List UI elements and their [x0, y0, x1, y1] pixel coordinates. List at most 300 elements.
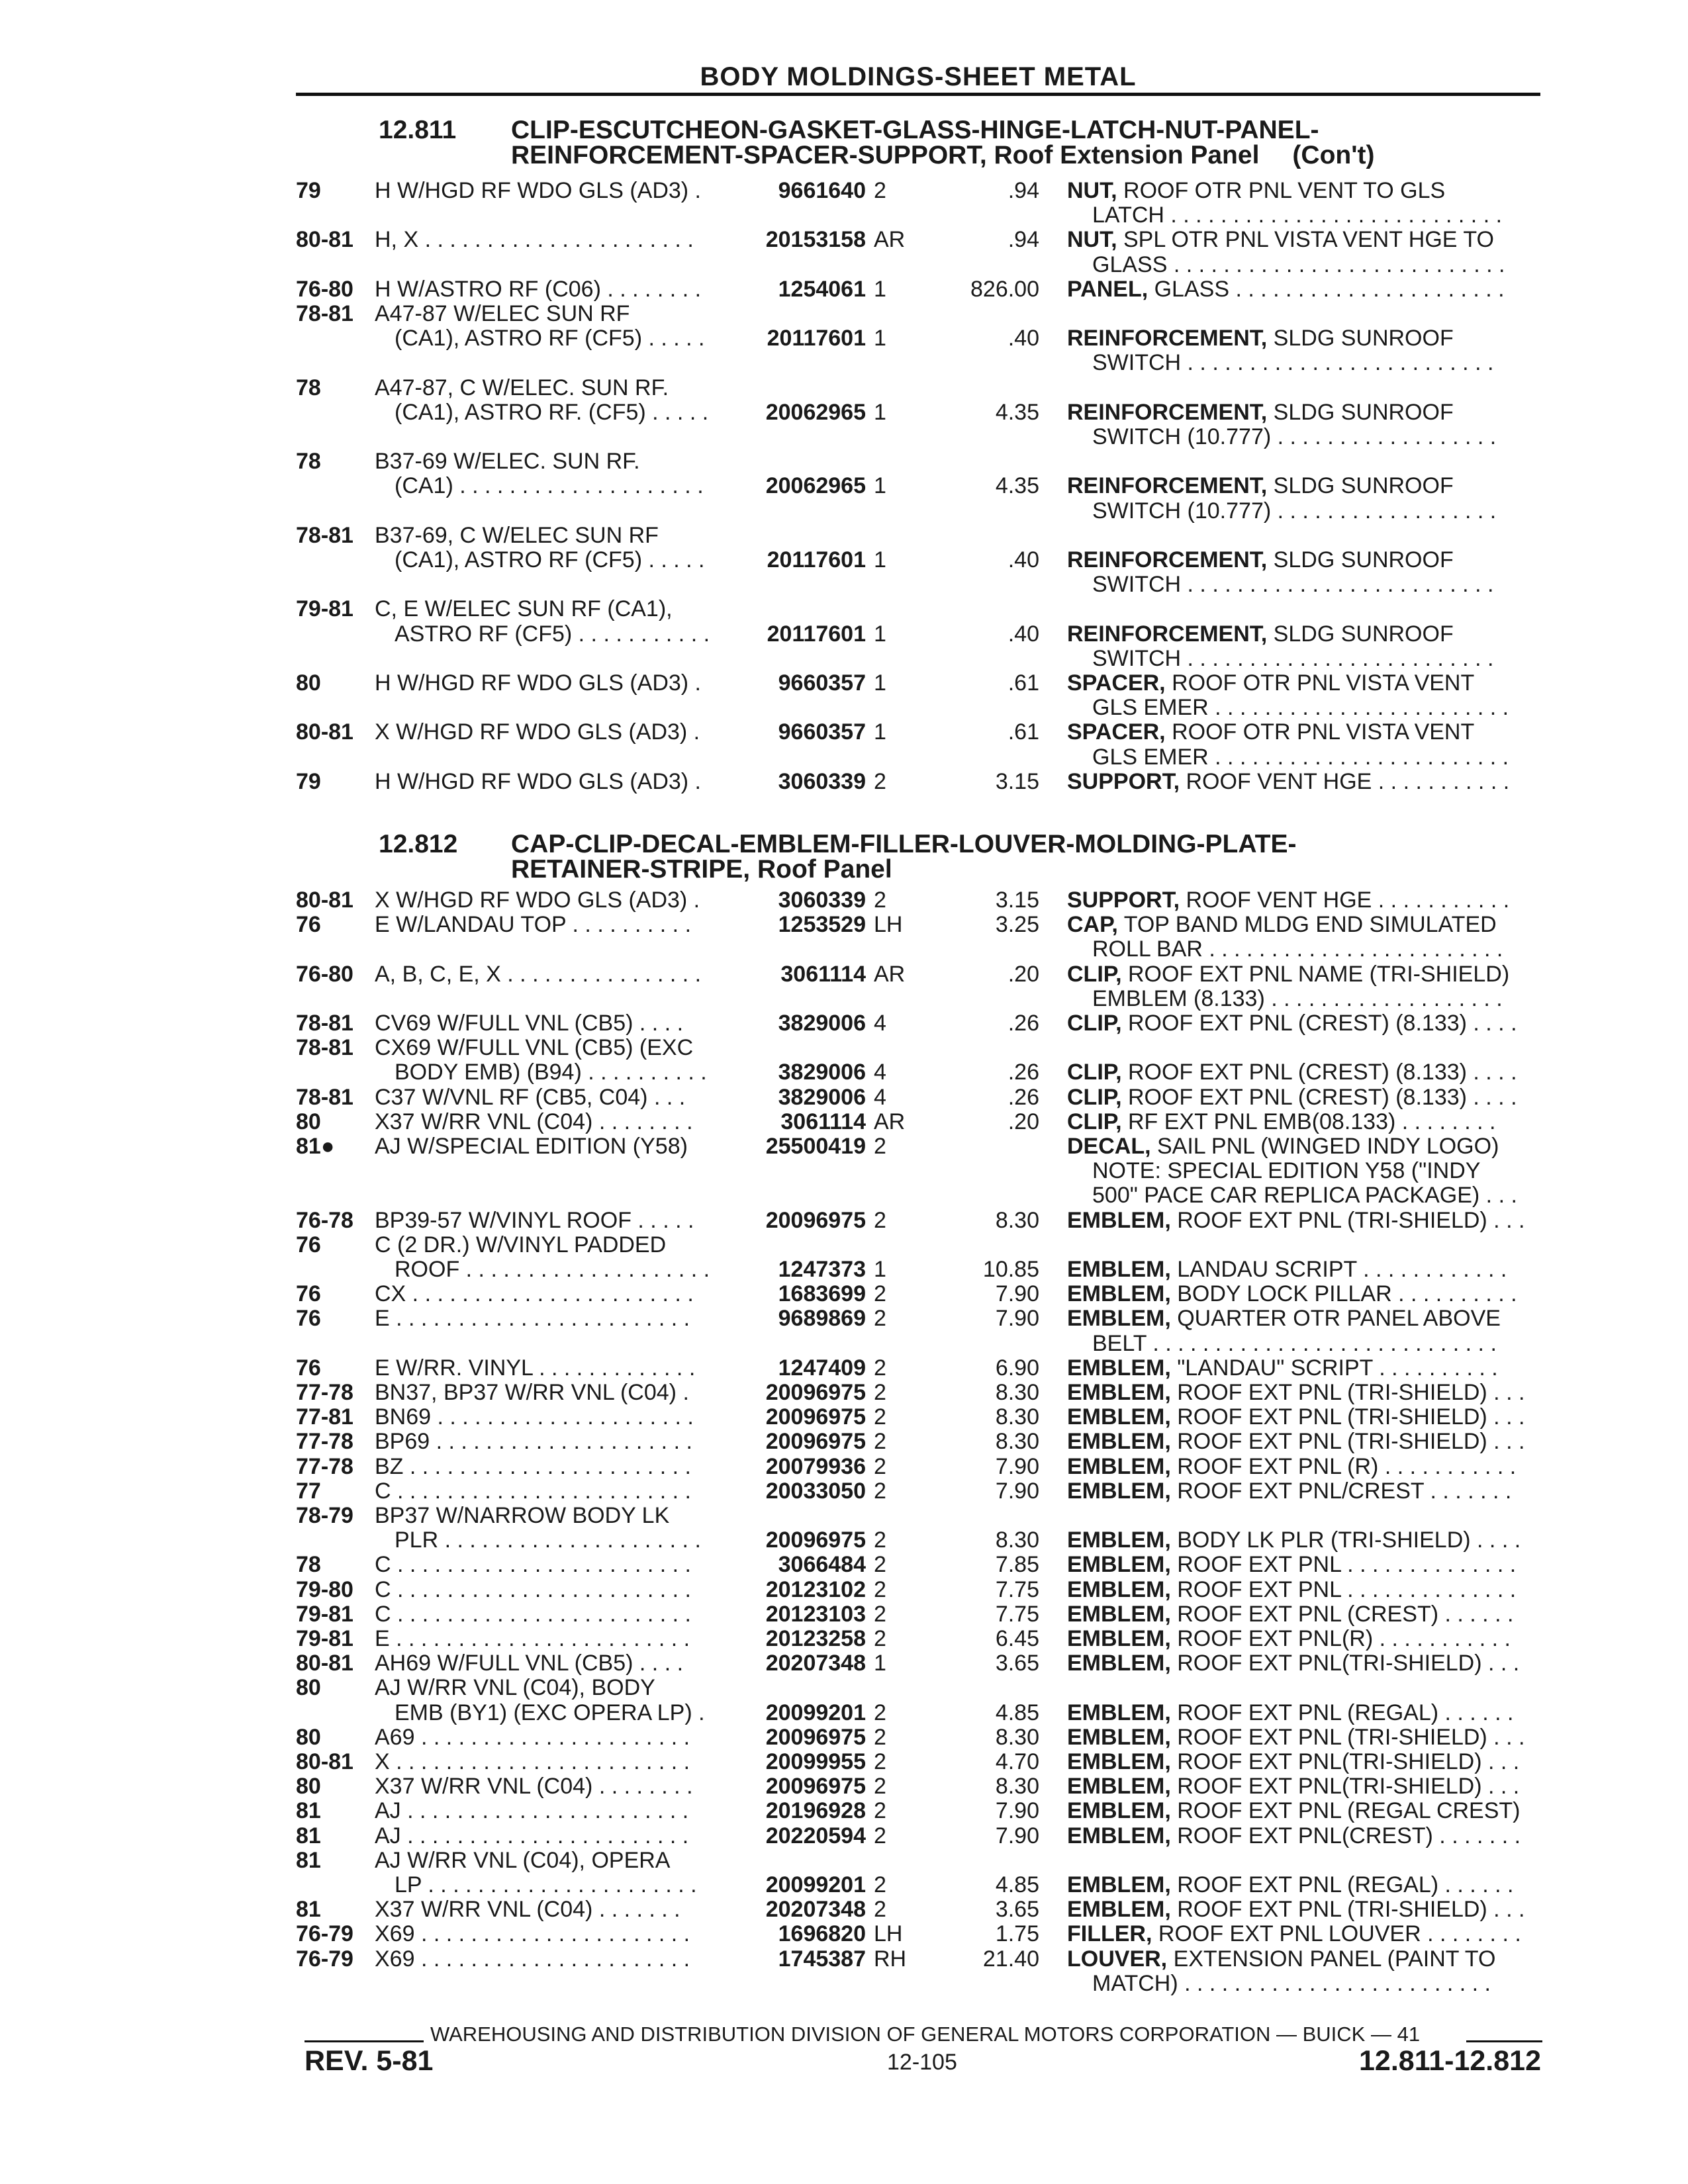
list-price: .94 [1008, 227, 1039, 253]
quantity: 2 [874, 178, 886, 203]
quantity: LH [874, 1921, 903, 1947]
part-name: REINFORCEMENT, [1067, 474, 1268, 499]
part-description [1067, 1528, 1540, 1553]
section-title-12811 [379, 118, 1374, 168]
part-name: EMBLEM, [1067, 1873, 1171, 1897]
quantity: 1 [874, 1257, 886, 1282]
part-number: 20096975 [765, 1724, 866, 1750]
part-number: 9660357 [778, 670, 866, 696]
application: CX69 W/FULL VNL (CB5) (EXC [375, 1036, 694, 1061]
part-detail: SPL OTR PNL VISTA VENT HGE TO [1117, 228, 1494, 253]
part-number: 20153158 [765, 227, 866, 253]
continued-label: (Con't) [1292, 141, 1375, 169]
part-number: 3066484 [778, 1552, 866, 1578]
quantity: 2 [874, 1429, 886, 1455]
list-price: 7.90 [995, 1823, 1039, 1848]
part-number: 1254061 [778, 276, 866, 302]
part-detail: ROOF EXT PNL(R) . . . . . . . . . . . [1170, 1627, 1511, 1651]
application: H W/HGD RF WDO GLS (AD3) . [375, 671, 701, 696]
section-title-line1: CAP-CLIP-DECAL-EMBLEM-FILLER-LOUVER-MOLDING-PLATE- [511, 830, 1297, 858]
application: E . . . . . . . . . . . . . . . . . . . . . . . . [375, 1306, 690, 1332]
list-price: 3.65 [995, 1651, 1039, 1676]
part-detail: EXTENSION PANEL (PAINT TO [1167, 1946, 1496, 1972]
part-description [1067, 474, 1540, 498]
application: B37-69, C W/ELEC SUN RF [375, 523, 659, 548]
part-detail: ROOF EXT PNL (CREST) (8.133) . . . . [1121, 1085, 1517, 1110]
application: CX . . . . . . . . . . . . . . . . . . . . . . . [375, 1282, 694, 1307]
part-number: 20096975 [765, 1429, 866, 1455]
application-continued: ROOF . . . . . . . . . . . . . . . . . . . . [395, 1257, 710, 1282]
part-description-continued: LATCH . . . . . . . . . . . . . . . . . . . . . . . . . . . [1092, 203, 1503, 228]
application: AJ . . . . . . . . . . . . . . . . . . . . . . . [375, 1823, 689, 1848]
list-price: 8.30 [995, 1724, 1039, 1750]
part-description [1067, 1405, 1540, 1430]
list-price: 8.30 [995, 1429, 1039, 1455]
part-description [1067, 1824, 1540, 1848]
part-number: 20033050 [765, 1478, 866, 1504]
list-price: .61 [1008, 670, 1039, 696]
part-detail: QUARTER OTR PANEL ABOVE [1170, 1306, 1501, 1332]
quantity: 2 [874, 1527, 886, 1553]
part-detail: ROOF EXT PNL (REGAL) . . . . . . [1170, 1873, 1514, 1897]
part-description [1067, 179, 1540, 203]
application: H, X . . . . . . . . . . . . . . . . . . . . . . [375, 228, 694, 253]
application: BN69 . . . . . . . . . . . . . . . . . . . . . [375, 1405, 694, 1430]
quantity: 2 [874, 1774, 886, 1799]
list-price: 3.25 [995, 912, 1039, 938]
part-name: EMBLEM, [1067, 1479, 1171, 1504]
model-year: 76-80 [296, 961, 353, 987]
part-number: 1745387 [778, 1946, 866, 1972]
list-price: 8.30 [995, 1207, 1039, 1233]
part-name: EMBLEM, [1067, 1454, 1171, 1479]
part-number: 9661640 [778, 178, 866, 203]
quantity: 2 [874, 1798, 886, 1824]
part-number: 1253529 [778, 912, 866, 938]
part-name: EMBLEM, [1067, 1577, 1171, 1602]
part-number: 20123102 [765, 1576, 866, 1602]
application: X W/HGD RF WDO GLS (AD3) . [375, 720, 700, 745]
part-name: CLIP, [1067, 1060, 1122, 1085]
model-year: 78 [296, 449, 321, 475]
part-number: 20196928 [765, 1798, 866, 1824]
part-description [1067, 1208, 1540, 1233]
part-name: EMBLEM, [1067, 1627, 1171, 1651]
quantity: 1 [874, 670, 886, 696]
quantity: 2 [874, 1207, 886, 1233]
section-title-line2: REINFORCEMENT-SPACER-SUPPORT, [511, 141, 987, 169]
part-name: EMBLEM, [1067, 1725, 1171, 1750]
quantity: AR [874, 1109, 906, 1134]
part-description [1067, 962, 1540, 987]
model-year: 80-81 [296, 1651, 353, 1676]
application: BP39-57 W/VINYL ROOF . . . . . [375, 1208, 694, 1233]
part-number: 20096975 [765, 1380, 866, 1405]
application: AJ W/SPECIAL EDITION (Y58) [375, 1134, 688, 1159]
part-description [1067, 1430, 1540, 1454]
part-name: EMBLEM, [1067, 1700, 1171, 1725]
quantity: 2 [874, 768, 886, 794]
quantity: 1 [874, 719, 886, 745]
list-price: 6.90 [995, 1355, 1039, 1381]
application: X37 W/RR VNL (C04) . . . . . . . . [375, 1109, 693, 1134]
part-description [1067, 1897, 1540, 1922]
list-price: 7.90 [995, 1281, 1039, 1307]
part-number: 20123258 [765, 1626, 866, 1651]
part-detail: ROOF EXT PNL . . . . . . . . . . . . . . [1170, 1553, 1517, 1578]
list-price: 826.00 [970, 276, 1039, 302]
part-detail: SLDG SUNROOF [1267, 548, 1454, 572]
part-detail: ROOF EXT PNL (R) . . . . . . . . . . . [1170, 1454, 1517, 1479]
part-name: SUPPORT, [1067, 769, 1180, 794]
part-detail: ROOF EXT PNL(TRI-SHIELD) . . . [1170, 1651, 1520, 1676]
model-year: 80-81 [296, 887, 353, 913]
list-price: .40 [1008, 326, 1039, 351]
part-description [1067, 1257, 1540, 1282]
part-name: EMBLEM, [1067, 1823, 1171, 1848]
part-description [1067, 1110, 1540, 1134]
part-description [1067, 1553, 1540, 1577]
model-year: 80 [296, 1109, 321, 1134]
list-price: .26 [1008, 1011, 1039, 1036]
part-number: 9660357 [778, 719, 866, 745]
part-name: EMBLEM, [1067, 1430, 1171, 1455]
part-number: 20207348 [765, 1651, 866, 1676]
model-year: 80-81 [296, 719, 353, 745]
part-detail: ROOF EXT PNL (REGAL CREST) [1170, 1799, 1521, 1824]
part-number: 20099201 [765, 1872, 866, 1897]
part-detail: SLDG SUNROOF [1267, 621, 1454, 647]
application: H W/ASTRO RF (C06) . . . . . . . . [375, 277, 702, 302]
list-price: .20 [1008, 961, 1039, 987]
part-name: EMBLEM, [1067, 1799, 1171, 1824]
part-description [1067, 228, 1540, 252]
part-detail: ROOF EXT PNL (TRI-SHIELD) . . . [1170, 1405, 1525, 1430]
list-price: 4.35 [995, 399, 1039, 425]
part-number: 25500419 [765, 1134, 866, 1159]
section-number: 12.811 [379, 116, 457, 144]
part-name: CLIP, [1067, 1085, 1122, 1110]
part-description [1067, 1701, 1540, 1725]
part-description [1067, 1381, 1540, 1405]
part-number: 1247409 [778, 1355, 866, 1381]
part-description [1067, 400, 1540, 425]
application: CV69 W/FULL VNL (CB5) . . . . [375, 1011, 684, 1036]
part-number: 20096975 [765, 1207, 866, 1233]
application: C, E W/ELEC SUN RF (CA1), [375, 597, 673, 622]
header-rule [296, 93, 1540, 96]
list-price: 7.90 [995, 1453, 1039, 1479]
application: BN37, BP37 W/RR VNL (C04) . [375, 1381, 689, 1405]
part-detail: ROOF OTR PNL VISTA VENT [1165, 720, 1475, 745]
model-year: 81 [296, 1897, 321, 1923]
model-year: 76 [296, 1355, 321, 1381]
model-year: 80-81 [296, 227, 353, 253]
part-detail: ROOF EXT PNL(TRI-SHIELD) . . . [1170, 1750, 1520, 1774]
list-price: 7.90 [995, 1798, 1039, 1824]
list-price: .40 [1008, 547, 1039, 572]
part-detail: ROOF EXT PNL (TRI-SHIELD) . . . [1170, 1897, 1525, 1923]
model-year: 77-78 [296, 1453, 353, 1479]
part-description-continued: SWITCH (10.777) . . . . . . . . . . . . . . . . . . [1092, 498, 1497, 523]
part-description [1067, 326, 1540, 351]
part-name: EMBLEM, [1067, 1257, 1171, 1282]
quantity: 2 [874, 1453, 886, 1479]
model-year: 79 [296, 768, 321, 794]
part-name: EMBLEM, [1067, 1553, 1171, 1578]
model-year: 78-81 [296, 1011, 353, 1036]
list-price: .40 [1008, 621, 1039, 647]
part-name: EMBLEM, [1067, 1282, 1171, 1307]
model-year: 79-81 [296, 1601, 353, 1627]
list-price: 3.15 [995, 768, 1039, 794]
part-number: 20117601 [767, 621, 866, 647]
quantity: 2 [874, 1355, 886, 1381]
list-price: 8.30 [995, 1404, 1039, 1430]
part-name: SPACER, [1067, 720, 1166, 745]
application: A69 . . . . . . . . . . . . . . . . . . . . . . [375, 1725, 690, 1750]
part-detail: ROOF VENT HGE . . . . . . . . . . . [1180, 769, 1510, 794]
quantity: 2 [874, 1724, 886, 1750]
quantity: 2 [874, 1306, 886, 1332]
part-detail: ROOF OTR PNL VISTA VENT [1165, 671, 1475, 696]
list-price: 4.70 [995, 1749, 1039, 1774]
part-description-continued: SWITCH . . . . . . . . . . . . . . . . . . . . . . . . . [1092, 572, 1494, 598]
model-year: 80 [296, 1724, 321, 1750]
quantity: 2 [874, 1478, 886, 1504]
model-year: 76-80 [296, 276, 353, 302]
model-year: 80 [296, 1675, 321, 1701]
quantity: 1 [874, 621, 886, 647]
quantity: 2 [874, 1552, 886, 1578]
application: X W/HGD RF WDO GLS (AD3) . [375, 888, 700, 913]
model-year: 81 [296, 1798, 321, 1824]
model-year: 81 [296, 1847, 321, 1873]
quantity: RH [874, 1946, 907, 1972]
application: C . . . . . . . . . . . . . . . . . . . . . . . . [375, 1577, 691, 1602]
application-continued: BODY EMB) (B94) . . . . . . . . . . [395, 1060, 707, 1085]
application: AH69 W/FULL VNL (CB5) . . . . [375, 1651, 684, 1676]
model-year: 78-81 [296, 1035, 353, 1061]
part-description [1067, 720, 1540, 745]
part-description [1067, 671, 1540, 696]
part-number: 3061114 [780, 961, 866, 987]
part-detail: ROOF EXT PNL (CREST) (8.133) . . . . [1121, 1060, 1517, 1085]
part-number: 3829006 [778, 1084, 866, 1110]
list-price: 21.40 [982, 1946, 1039, 1972]
quantity: 2 [874, 1601, 886, 1627]
part-number: 3829006 [778, 1060, 866, 1085]
application: C . . . . . . . . . . . . . . . . . . . . . . . . [375, 1602, 691, 1627]
part-name: REINFORCEMENT, [1067, 621, 1268, 647]
part-description [1067, 1479, 1540, 1504]
list-price: 3.65 [995, 1897, 1039, 1923]
list-price: 7.75 [995, 1601, 1039, 1627]
part-name: CLIP, [1067, 1011, 1122, 1036]
model-year: 77 [296, 1478, 321, 1504]
part-description-continued: GLS EMER . . . . . . . . . . . . . . . . . . . . . . . . [1092, 696, 1509, 721]
part-name: SPACER, [1067, 671, 1166, 696]
part-number: 3060339 [778, 887, 866, 913]
quantity: 4 [874, 1060, 886, 1085]
part-detail: "LANDAU" SCRIPT . . . . . . . . . . [1170, 1355, 1498, 1381]
footer-revision: REV. 5-81 [305, 2045, 434, 2077]
part-number: 20207348 [765, 1897, 866, 1923]
part-name: FILLER, [1067, 1922, 1152, 1947]
part-number: 20099201 [765, 1700, 866, 1725]
section-title-line2: RETAINER-STRIPE, [511, 855, 751, 884]
part-number: 20062965 [765, 473, 866, 499]
footer-page-number: 12-105 [887, 2050, 957, 2075]
part-number: 20062965 [765, 399, 866, 425]
part-description-continued: SWITCH (10.777) . . . . . . . . . . . . . . . . . . [1092, 424, 1497, 449]
part-description-continued: 500" PACE CAR REPLICA PACKAGE) . . . [1092, 1183, 1517, 1208]
part-name: EMBLEM, [1067, 1651, 1171, 1676]
quantity: 2 [874, 1380, 886, 1405]
model-year: 76-78 [296, 1207, 353, 1233]
part-description-continued: BELT . . . . . . . . . . . . . . . . . . . . . . . . . . . . [1092, 1331, 1497, 1356]
model-year: 76-79 [296, 1946, 353, 1972]
application: C37 W/VNL RF (CB5, C04) . . . [375, 1085, 686, 1110]
part-description [1067, 1799, 1540, 1823]
part-name: CLIP, [1067, 962, 1122, 987]
part-description-continued: ROLL BAR . . . . . . . . . . . . . . . . . . . . . . . . [1092, 937, 1503, 962]
quantity: 2 [874, 1404, 886, 1430]
part-name: NUT, [1067, 228, 1117, 253]
part-description [1067, 622, 1540, 647]
page-header: BODY MOLDINGS-SHEET METAL [700, 62, 1137, 91]
model-year: 78-79 [296, 1503, 353, 1528]
application-continued: (CA1), ASTRO RF (CF5) . . . . . [395, 326, 705, 351]
model-year: 78-81 [296, 1084, 353, 1110]
part-description-continued: EMBLEM (8.133) . . . . . . . . . . . . . . . . . . . [1092, 986, 1503, 1011]
part-name: EMBLEM, [1067, 1355, 1171, 1381]
list-price: 1.75 [995, 1921, 1039, 1947]
part-detail: ROOF EXT PNL (CREST) (8.133) . . . . [1121, 1011, 1517, 1036]
part-name: REINFORCEMENT, [1067, 400, 1268, 425]
part-description [1067, 1651, 1540, 1676]
part-detail: SLDG SUNROOF [1267, 326, 1454, 351]
part-description [1067, 1011, 1540, 1036]
list-price: 10.85 [982, 1257, 1039, 1282]
part-detail: SLDG SUNROOF [1267, 400, 1454, 425]
part-number: 20123103 [765, 1601, 866, 1627]
application: C (2 DR.) W/VINYL PADDED [375, 1232, 667, 1257]
quantity: 4 [874, 1084, 886, 1110]
model-year: 76 [296, 1306, 321, 1332]
application-continued: (CA1), ASTRO RF. (CF5) . . . . . [395, 400, 709, 425]
model-year: 81● [296, 1134, 335, 1159]
part-description [1067, 1085, 1540, 1110]
part-description [1067, 548, 1540, 572]
application: X69 . . . . . . . . . . . . . . . . . . . . . . [375, 1946, 690, 1972]
application: X . . . . . . . . . . . . . . . . . . . . . . . . [375, 1750, 690, 1774]
application: E W/LANDAU TOP . . . . . . . . . . [375, 913, 692, 938]
part-detail: GLASS . . . . . . . . . . . . . . . . . . . . . . [1148, 277, 1505, 302]
quantity: 1 [874, 399, 886, 425]
part-name: EMBLEM, [1067, 1405, 1171, 1430]
model-year: 80 [296, 670, 321, 696]
quantity: 1 [874, 473, 886, 499]
part-number: 20096975 [765, 1527, 866, 1553]
model-year: 78 [296, 375, 321, 400]
application: AJ W/RR VNL (C04), OPERA [375, 1848, 671, 1873]
part-description-continued: SWITCH . . . . . . . . . . . . . . . . . . . . . . . . . [1092, 351, 1494, 376]
section-subtitle: Roof Panel [757, 855, 892, 884]
part-detail: ROOF EXT PNL(CREST) . . . . . . . [1170, 1823, 1521, 1848]
quantity: 1 [874, 1651, 886, 1676]
application-continued: ASTRO RF (CF5) . . . . . . . . . . . [395, 621, 710, 647]
application: E W/RR. VINYL . . . . . . . . . . . . . [375, 1355, 696, 1381]
part-detail: ROOF EXT PNL/CREST . . . . . . . [1170, 1479, 1512, 1504]
part-description [1067, 1134, 1540, 1159]
quantity: 1 [874, 547, 886, 572]
list-price: 4.85 [995, 1700, 1039, 1725]
part-description [1067, 1627, 1540, 1651]
part-number: 20096975 [765, 1404, 866, 1430]
part-detail: ROOF EXT PNL . . . . . . . . . . . . . . [1170, 1577, 1517, 1602]
part-name: NUT, [1067, 179, 1117, 203]
application: E . . . . . . . . . . . . . . . . . . . . . . . . [375, 1627, 690, 1651]
part-detail: ROOF EXT PNL (CREST) . . . . . . [1170, 1602, 1514, 1627]
footer-rule-left [305, 2040, 424, 2042]
part-description [1067, 277, 1540, 302]
section-number: 12.812 [379, 830, 458, 858]
section-title-12812 [379, 832, 1296, 882]
list-price: .20 [1008, 1109, 1039, 1134]
part-description [1067, 1356, 1540, 1381]
model-year: 79-81 [296, 596, 353, 622]
part-description [1067, 1725, 1540, 1750]
list-price: .61 [1008, 719, 1039, 745]
part-detail: LANDAU SCRIPT . . . . . . . . . . . . [1170, 1257, 1507, 1282]
application: AJ . . . . . . . . . . . . . . . . . . . . . . . [375, 1799, 689, 1824]
part-name: EMBLEM, [1067, 1750, 1171, 1774]
model-year: 80 [296, 1774, 321, 1799]
part-number: 20096975 [765, 1774, 866, 1799]
list-price: 8.30 [995, 1774, 1039, 1799]
application: BP69 . . . . . . . . . . . . . . . . . . . . . [375, 1430, 692, 1455]
model-year: 76 [296, 1281, 321, 1307]
part-description [1067, 1922, 1540, 1946]
application: C . . . . . . . . . . . . . . . . . . . . . . . . [375, 1479, 691, 1504]
part-description-continued: NOTE: SPECIAL EDITION Y58 ("INDY [1092, 1159, 1481, 1184]
list-price: 7.90 [995, 1306, 1039, 1332]
model-year: 76 [296, 912, 321, 938]
part-number: 20117601 [767, 547, 866, 572]
part-detail: SAIL PNL (WINGED INDY LOGO) [1150, 1134, 1499, 1159]
part-description [1067, 1282, 1540, 1306]
list-price: .26 [1008, 1060, 1039, 1085]
application: H W/HGD RF WDO GLS (AD3) . [375, 769, 701, 794]
model-year: 76 [296, 1232, 321, 1257]
application: B37-69 W/ELEC. SUN RF. [375, 449, 640, 475]
part-number: 9689869 [778, 1306, 866, 1332]
model-year: 77-78 [296, 1429, 353, 1455]
application: X37 W/RR VNL (C04) . . . . . . . . [375, 1774, 693, 1799]
application-continued: (CA1), ASTRO RF (CF5) . . . . . [395, 548, 705, 572]
application: H W/HGD RF WDO GLS (AD3) . [375, 179, 701, 203]
application: AJ W/RR VNL (C04), BODY [375, 1676, 655, 1701]
list-price: .94 [1008, 178, 1039, 203]
footer-rule-right [1466, 2040, 1542, 2042]
part-name: EMBLEM, [1067, 1306, 1171, 1332]
application: X37 W/RR VNL (C04) . . . . . . . [375, 1897, 680, 1923]
part-name: LOUVER, [1067, 1946, 1168, 1972]
section-subtitle: Roof Extension Panel [994, 141, 1260, 169]
quantity: 2 [874, 1626, 886, 1651]
part-name: PANEL, [1067, 277, 1149, 302]
